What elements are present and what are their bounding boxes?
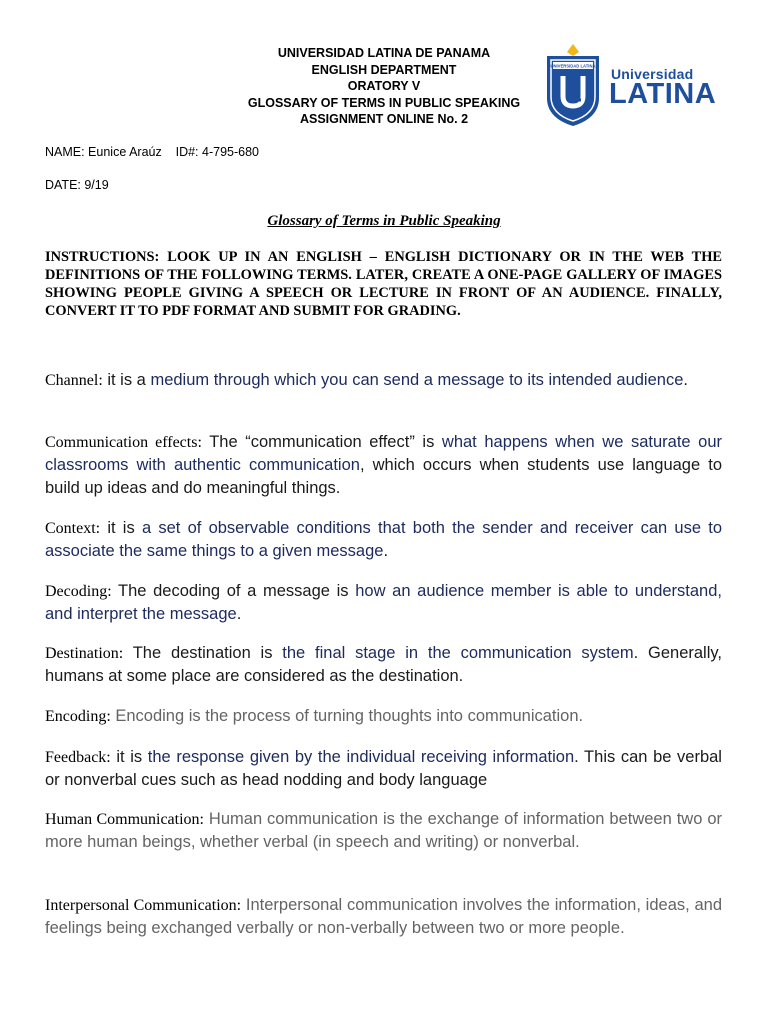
term-definition-part: it is a [102, 371, 151, 389]
term-decoding [45, 580, 722, 626]
term-definition-part: what happens when we saturate our classrooms with authentic communication [45, 433, 723, 474]
term-human-communication [45, 808, 722, 854]
term-definition-part: . [683, 371, 688, 389]
term-definition-part: how an audience member is able to understand, and interpret the message [45, 582, 722, 623]
header-line-course: ORATORY V [347, 79, 421, 93]
term-definition-part: . This can be verbal or nonverbal cues such as head nodding and body language [45, 748, 722, 789]
instructions-paragraph: INSTRUCTIONS: LOOK UP IN AN ENGLISH – ENGLISH DICTIONARY OR IN THE WEB THE DEFINITIONS OF THE FOLLOWING TERMS. LATER, CREATE A ONE-PAGE GALLERY OF IMAGES SHOWING PEOPLE GIVING A SPEECH OR LECTURE IN FRONT OF AN AUDIENCE. FINALLY, CONVERT IT TO PDF FORMAT AND SUBMIT FOR GRADING. [45, 249, 722, 319]
header-line-topic: GLOSSARY OF TERMS IN PUBLIC SPEAKING [247, 95, 521, 110]
term-communication-effects [45, 431, 722, 500]
university-logo [543, 40, 728, 130]
term-label: Interpersonal Communication: [45, 897, 242, 914]
term-label: Decoding: [45, 583, 112, 600]
term-feedback [45, 746, 722, 792]
header-line-assignment: ASSIGNMENT ONLINE No. 2 [299, 112, 469, 126]
term-definition-part: Human communication is the exchange of information between two or more human beings, whether verbal (in speech and writing) or nonverbal. [45, 810, 722, 851]
term-definition-part: . [236, 605, 242, 623]
term-label: Communication effects: [45, 434, 202, 451]
term-label: Feedback: [45, 749, 111, 766]
term-definition-part: Interpersonal communication involves the information, ideas, and feelings being exchanged verbally or non-verbally between two or more people. [45, 896, 722, 937]
header-line-department: ENGLISH DEPARTMENT [311, 62, 457, 77]
term-definition-part: , which occurs when students use language to build up ideas and do meaningful things. [45, 456, 722, 497]
term-definition-part: The destination is [123, 644, 283, 662]
term-encoding [45, 705, 722, 728]
term-context [45, 517, 722, 563]
term-definition-part: The decoding of a message is [111, 582, 356, 600]
term-channel [45, 369, 722, 392]
term-label: Destination: [45, 645, 124, 662]
term-definition-part: medium through which you can send a message to its intended audience [150, 371, 684, 389]
logo-wordmark-bottom: LATINA [609, 78, 717, 110]
term-definition-part: . [383, 542, 389, 560]
term-label: Encoding: [45, 708, 111, 725]
term-interpersonal-communication [45, 894, 722, 940]
term-definition-part: it is [110, 748, 148, 766]
term-definition-part: . Generally, humans at some place are considered as the destination. [45, 644, 722, 685]
term-definition-part: the final stage in the communication system [282, 644, 634, 662]
term-definition-part: a set of observable conditions that both the sender and receiver can use to associate the same things to a given message [45, 519, 723, 560]
logo-wordmark-top: Universidad [611, 66, 694, 82]
term-definition-part: The “communication effect” is [201, 433, 442, 451]
header-line-university: UNIVERSIDAD LATINA DE PANAMA [277, 46, 491, 60]
document-header [200, 45, 568, 128]
document-title: Glossary of Terms in Public Speaking [267, 213, 501, 229]
term-definition-part: Encoding is the process of turning thoughts into communication. [110, 707, 584, 725]
shield-text: UNIVERSIDAD LATINA [550, 63, 596, 69]
term-label: Channel: [45, 372, 103, 389]
student-name-id: NAME: Eunice Araúz ID#: 4-795-680 [45, 145, 259, 159]
term-label: Context: [45, 520, 101, 537]
assignment-date: DATE: 9/19 [45, 178, 109, 192]
term-label: Human Communication: [45, 811, 204, 828]
term-definition-part: the response given by the individual receiving information [147, 748, 575, 766]
term-destination [45, 642, 722, 688]
shield-icon [543, 40, 603, 130]
term-definition-part: it is [100, 519, 142, 537]
